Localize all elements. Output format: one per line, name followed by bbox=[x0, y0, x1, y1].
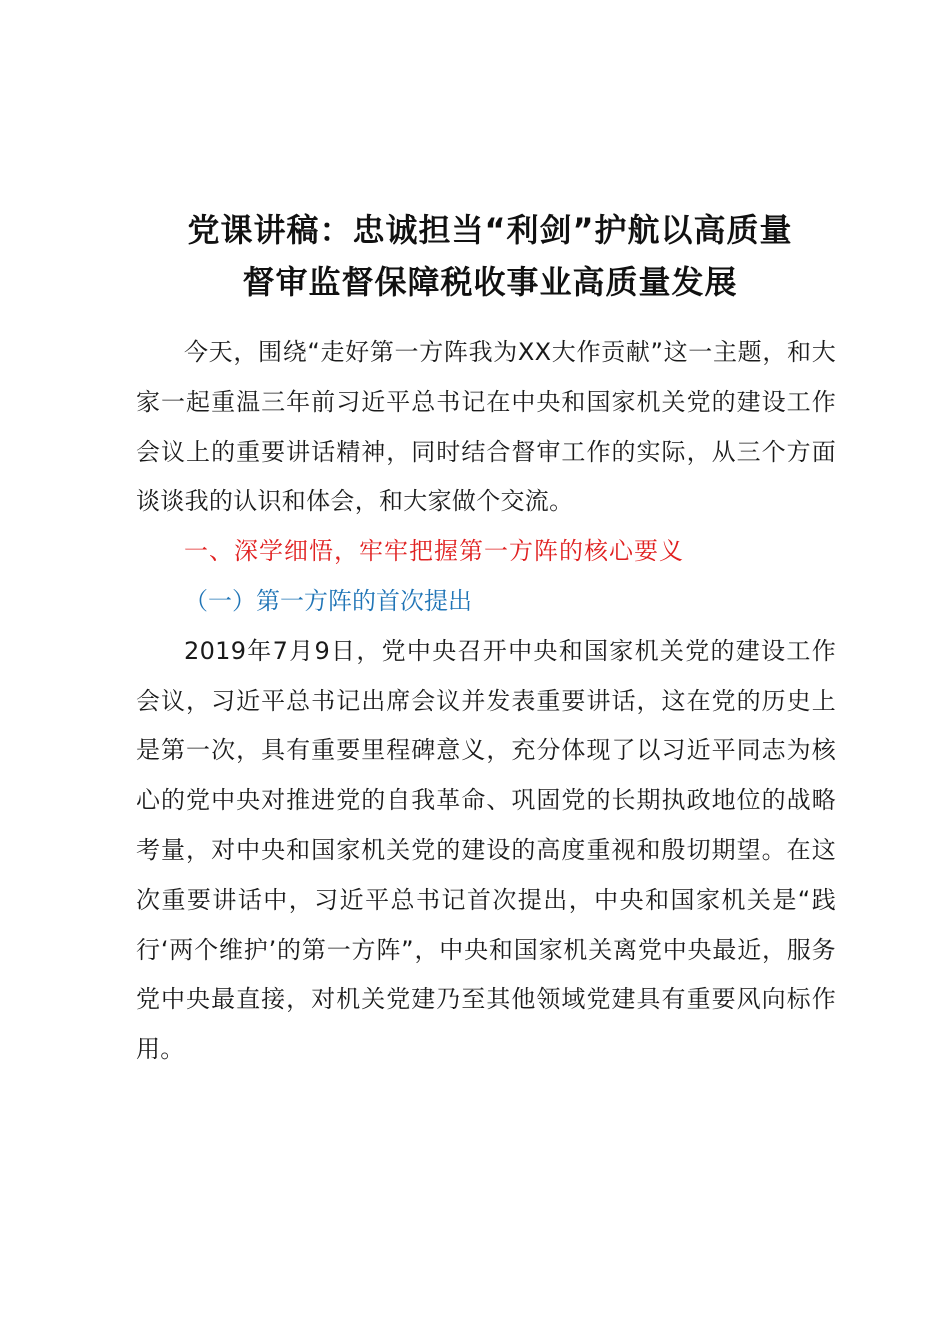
intro-paragraph: 今天，围绕“走好第一方阵我为XX大作贡献”这一主题，和大家一起重温三年前习近平总书记在中央和国家机关党的建设工作会议上的重要讲话精神，同时结合督审工作的实际，从三个方面谈谈我的认识和体会，和大家做个交流。 bbox=[136, 338, 836, 516]
title-line-1: 党课讲稿：忠诚担当“利剑”护航以高质量 bbox=[187, 211, 793, 249]
document-title bbox=[120, 204, 860, 308]
section-heading-1: 一、深学细悟，牢牢把握第一方阵的核心要义 bbox=[184, 537, 684, 566]
title-line-2: 督审监督保障税收事业高质量发展 bbox=[242, 263, 738, 301]
subsection-heading-1: （一）第一方阵的首次提出 bbox=[184, 586, 472, 615]
document-body bbox=[136, 328, 836, 1075]
body-paragraph-1: 2019年7月9日，党中央召开中央和国家机关党的建设工作会议，习近平总书记出席会议并发表重要讲话，这在党的历史上是第一次，具有重要里程碑意义，充分体现了以习近平同志为核心的党中央对推进党的自我革命、巩固党的长期执政地位的战略考量，对中央和国家机关党的建设的高度重视和殷切期望。在这次重要讲话中，习近平总书记首次提出，中央和国家机关是“践行‘两个维护’的第一方阵”，中央和国家机关离党中央最近，服务党中央最直接，对机关党建乃至其他领域党建具有重要风向标作用。 bbox=[136, 636, 836, 1064]
